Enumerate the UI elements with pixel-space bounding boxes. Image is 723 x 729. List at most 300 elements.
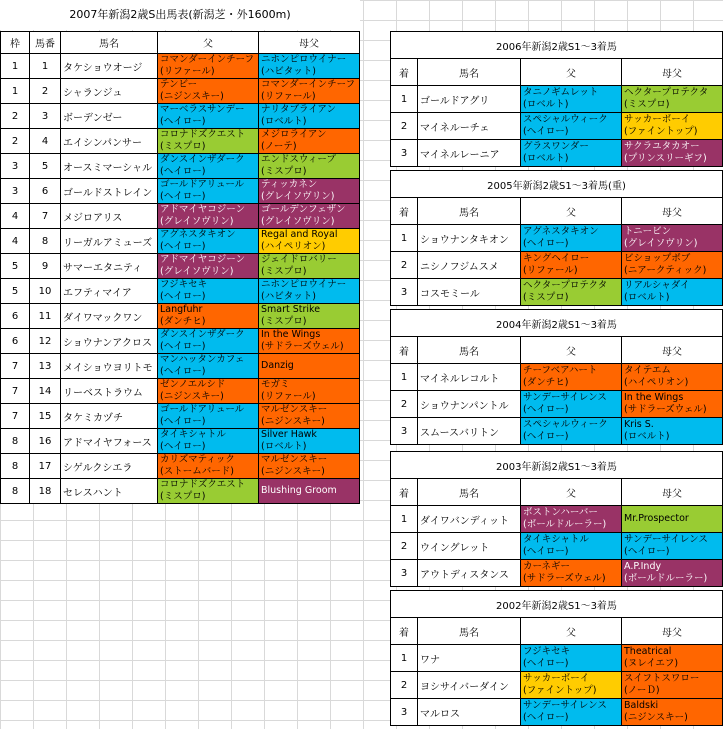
- place-cell: 1: [391, 225, 418, 252]
- dam-sire-cell: [259, 404, 360, 429]
- cell-line-2: (ミスプロ): [261, 266, 307, 277]
- past-title-row: [391, 32, 723, 59]
- past-year-title: 2005年新潟2歳S1～3着馬(重): [391, 171, 723, 198]
- past-header-row: [391, 337, 723, 364]
- header-name: 馬名: [418, 337, 521, 364]
- cell-line-1: ゴールドアリュール: [160, 404, 245, 415]
- cell-line-1: Kris S.: [624, 419, 654, 430]
- dam-sire-cell: [622, 672, 723, 699]
- dam-sire-cell: [622, 86, 723, 113]
- cell-line-1: スペシャルウィーク: [523, 419, 608, 430]
- entry-row: [1, 79, 360, 104]
- dam-sire-cell: [259, 304, 360, 329]
- waku-cell: 8: [1, 429, 30, 454]
- cell-line-1: ヘクタープロテクタ: [523, 280, 608, 291]
- cell-line-1: Theatrical: [624, 646, 672, 657]
- sire-cell: [158, 204, 259, 229]
- sire-cell: [158, 254, 259, 279]
- cell-line-1: コマンダーインチーフ: [261, 79, 356, 90]
- horse-name-cell: ヨシサイバーダイン: [418, 672, 521, 699]
- past-row: [391, 252, 723, 279]
- header-dam-sire: 母父: [622, 59, 723, 86]
- entry-row: [1, 204, 360, 229]
- cell-line-1: タイキシャトル: [160, 429, 227, 440]
- cell-line-1: マルゼンスキー: [261, 404, 328, 415]
- dam-sire-cell: [622, 391, 723, 418]
- cell-line-2: (ハビタット): [261, 291, 316, 302]
- cell-line-2: (グレイソヴリン): [261, 216, 335, 227]
- entry-row: [1, 229, 360, 254]
- cell-line-1: サッカーボーイ: [624, 114, 691, 125]
- sire-cell: [521, 672, 622, 699]
- cell-line-2: (ニジンスキー): [261, 466, 325, 477]
- place-cell: 2: [391, 533, 418, 560]
- dam-sire-cell: [622, 533, 723, 560]
- header-name: 馬名: [61, 32, 158, 54]
- past-header-row: [391, 479, 723, 506]
- dam-sire-cell: [259, 104, 360, 129]
- cell-line-2: (ボールドルーラー): [624, 573, 708, 584]
- past-row: [391, 672, 723, 699]
- sire-cell: [158, 404, 259, 429]
- waku-cell: 7: [1, 404, 30, 429]
- sire-cell: [521, 533, 622, 560]
- sire-cell: [521, 506, 622, 533]
- cell-line-2: (ヘイロー): [160, 416, 206, 427]
- horse-number-cell: 11: [30, 304, 61, 329]
- horse-name-cell: リーガルアミューズ: [61, 229, 158, 254]
- place-cell: 1: [391, 506, 418, 533]
- cell-line-1: サクラユタカオー: [624, 141, 700, 152]
- place-cell: 3: [391, 418, 418, 445]
- cell-line-2: (ヘイロー): [160, 166, 206, 177]
- horse-name-cell: ワナ: [418, 645, 521, 672]
- past-row: [391, 506, 723, 533]
- cell-line-1: スイフトスワロー: [624, 673, 700, 684]
- place-cell: 1: [391, 645, 418, 672]
- cell-line-2: (リファール): [523, 265, 578, 276]
- header-waku: 枠: [1, 32, 30, 54]
- cell-line-1: マンハッタンカフェ: [160, 354, 245, 365]
- cell-line-1: メジロライアン: [261, 129, 327, 140]
- past-title-row: [391, 171, 723, 198]
- sire-cell: [521, 391, 622, 418]
- cell-line-2: (リファール): [261, 391, 316, 402]
- dam-sire-cell: [259, 279, 360, 304]
- dam-sire-cell: [259, 354, 360, 379]
- cell-line-1: タニノギムレット: [523, 87, 599, 98]
- header-dam-sire: 母父: [622, 198, 723, 225]
- horse-name-cell: アドマイヤフォース: [61, 429, 158, 454]
- cell-line-1: Langfuhr: [160, 304, 203, 315]
- sire-cell: [521, 699, 622, 726]
- horse-name-cell: メジロアリス: [61, 204, 158, 229]
- horse-name-cell: ニシノフジムスメ: [418, 252, 521, 279]
- horse-name-cell: シゲルクシエラ: [61, 454, 158, 479]
- horse-number-cell: 8: [30, 229, 61, 254]
- cell-line-1: カリズマティック: [160, 454, 235, 465]
- horse-number-cell: 16: [30, 429, 61, 454]
- cell-line-2: (ニジンスキー): [160, 391, 224, 402]
- horse-name-cell: ボーデンゼー: [61, 104, 158, 129]
- sire-cell: [158, 379, 259, 404]
- entry-row: [1, 479, 360, 504]
- cell-line-1: キングヘイロー: [523, 253, 590, 264]
- cell-line-2: (ミスプロ): [261, 316, 307, 327]
- cell-line-1: スペシャルウィーク: [523, 114, 608, 125]
- entry-row: [1, 354, 360, 379]
- waku-cell: 5: [1, 254, 30, 279]
- cell-line-2: (サドラーズウェル): [261, 341, 344, 352]
- waku-cell: 4: [1, 204, 30, 229]
- header-place: 着: [391, 198, 418, 225]
- horse-name-cell: タケミカヅチ: [61, 404, 158, 429]
- dam-sire-cell: [259, 154, 360, 179]
- header-dam-sire: 母父: [259, 32, 360, 54]
- cell-line-2: (ヘイロー): [624, 546, 670, 557]
- cell-line-2: (ストームバード): [160, 466, 234, 477]
- header-sire: 父: [158, 32, 259, 54]
- waku-cell: 7: [1, 354, 30, 379]
- cell-line-2: (ロベルト): [624, 292, 670, 303]
- horse-number-cell: 2: [30, 79, 61, 104]
- cell-line-1: サンデーサイレンス: [523, 392, 607, 403]
- horse-number-cell: 7: [30, 204, 61, 229]
- waku-cell: 4: [1, 229, 30, 254]
- dam-sire-cell: [259, 479, 360, 504]
- cell-line-2: (ミスプロ): [261, 166, 307, 177]
- dam-sire-cell: [622, 113, 723, 140]
- dam-sire-cell: [622, 364, 723, 391]
- cell-line-1: ティッカネン: [261, 179, 318, 190]
- place-cell: 2: [391, 113, 418, 140]
- horse-name-cell: メイショウヨリトモ: [61, 354, 158, 379]
- dam-sire-cell: [622, 418, 723, 445]
- sire-cell: [521, 645, 622, 672]
- horse-number-cell: 17: [30, 454, 61, 479]
- cell-line-1: ニホンピロウイナー: [261, 54, 347, 65]
- cell-line-2: (ヘイロー): [160, 291, 206, 302]
- horse-number-cell: 18: [30, 479, 61, 504]
- cell-line-2: (ハイペリオン): [624, 377, 689, 388]
- cell-line-1: ヘクタープロテクタ: [624, 87, 709, 98]
- header-dam-sire: 母父: [622, 618, 723, 645]
- sire-cell: [158, 104, 259, 129]
- past-header-row: [391, 618, 723, 645]
- sire-cell: [521, 140, 622, 167]
- cell-line-1: リアルシャダイ: [624, 280, 690, 291]
- horse-name-cell: タケショウオージ: [61, 54, 158, 79]
- header-sire: 父: [521, 479, 622, 506]
- entry-row: [1, 254, 360, 279]
- horse-name-cell: ゴールドアグリ: [418, 86, 521, 113]
- cell-line-2: (ミスプロ): [160, 491, 206, 502]
- sire-cell: [158, 454, 259, 479]
- waku-cell: 8: [1, 454, 30, 479]
- sire-cell: [158, 429, 259, 454]
- sire-cell: [521, 364, 622, 391]
- cell-line-1: サンデーサイレンス: [624, 534, 708, 545]
- cell-line-1: ダンスインザダーク: [160, 329, 245, 340]
- horse-name-cell: ウイングレット: [418, 533, 521, 560]
- past-title-row: [391, 310, 723, 337]
- past-row: [391, 225, 723, 252]
- cell-line-1: ゼンノエルシド: [160, 379, 226, 390]
- header-sire: 父: [521, 59, 622, 86]
- cell-line-2: (ミスプロ): [160, 141, 206, 152]
- sire-cell: [521, 252, 622, 279]
- cell-line-1: ナリタブライアン: [261, 104, 337, 115]
- entry-row: [1, 129, 360, 154]
- horse-number-cell: 6: [30, 179, 61, 204]
- horse-name-cell: マイネルーチェ: [418, 113, 521, 140]
- cell-line-1: In the Wings: [624, 392, 684, 403]
- horse-name-cell: サマーエタニティ: [61, 254, 158, 279]
- header-place: 着: [391, 337, 418, 364]
- horse-name-cell: ゴールドストレイン: [61, 179, 158, 204]
- horse-name-cell: スムースバリトン: [418, 418, 521, 445]
- cell-line-2: (ヌレイエフ): [624, 658, 679, 669]
- horse-number-cell: 4: [30, 129, 61, 154]
- cell-line-2: (ヘイロー): [523, 126, 569, 137]
- cell-line-1: コマンダーインチーフ: [160, 54, 255, 65]
- place-cell: 1: [391, 364, 418, 391]
- cell-line-1: カーネギー: [523, 561, 571, 572]
- cell-line-2: (ファイントップ): [523, 685, 597, 696]
- cell-line-1: マルゼンスキー: [261, 454, 328, 465]
- cell-line-2: (ヘイロー): [523, 712, 569, 723]
- cell-line-1: ゴールドアリュール: [160, 179, 245, 190]
- cell-line-2: (ノーテ): [261, 141, 297, 152]
- cell-line-2: (ヘイロー): [160, 116, 206, 127]
- entry-row: [1, 179, 360, 204]
- place-cell: 1: [391, 86, 418, 113]
- cell-line-1: マーベラスサンデー: [160, 104, 245, 115]
- horse-name-cell: シャランジュ: [61, 79, 158, 104]
- horse-name-cell: セレスハント: [61, 479, 158, 504]
- sire-cell: [158, 229, 259, 254]
- dam-sire-cell: [259, 79, 360, 104]
- cell-line-1: Silver Hawk: [261, 429, 317, 440]
- dam-sire-cell: [259, 204, 360, 229]
- dam-sire-cell: [622, 279, 723, 306]
- sire-cell: [521, 113, 622, 140]
- cell-line-1: ゴールデンフェザン: [261, 204, 346, 215]
- header-sire: 父: [521, 618, 622, 645]
- cell-line-2: (ダンチヒ): [160, 316, 206, 327]
- past-year-table: [390, 170, 723, 306]
- past-year-title: 2006年新潟2歳S1～3着馬: [391, 32, 723, 59]
- cell-line-2: (ヘイロー): [160, 441, 206, 452]
- past-row: [391, 418, 723, 445]
- cell-line-1: アドマイヤコジーン: [160, 254, 246, 265]
- cell-line-2: (ヘイロー): [160, 191, 206, 202]
- sire-cell: [158, 479, 259, 504]
- cell-line-2: (サドラーズウェル): [523, 573, 606, 584]
- waku-cell: 8: [1, 479, 30, 504]
- cell-line-1: A.P.Indy: [624, 561, 662, 572]
- dam-sire-cell: [259, 129, 360, 154]
- header-place: 着: [391, 59, 418, 86]
- cell-line-2: (ファイントップ): [624, 126, 698, 137]
- entry-row: [1, 329, 360, 354]
- cell-line-2: (ロベルト): [523, 99, 569, 110]
- past-year-table: [390, 590, 723, 726]
- horse-number-cell: 10: [30, 279, 61, 304]
- cell-line-1: Regal and Royal: [261, 229, 338, 240]
- past-row: [391, 391, 723, 418]
- entry-row: [1, 304, 360, 329]
- cell-line-1: フジキセキ: [523, 646, 571, 657]
- sire-cell: [158, 129, 259, 154]
- horse-number-cell: 3: [30, 104, 61, 129]
- cell-line-1: Mr.Prospector: [624, 513, 689, 524]
- entry-row: [1, 429, 360, 454]
- waku-cell: 2: [1, 129, 30, 154]
- cell-line-1: タイキシャトル: [523, 534, 590, 545]
- header-place: 着: [391, 618, 418, 645]
- past-year-table: [390, 309, 723, 445]
- past-year-table: [390, 31, 723, 167]
- cell-line-2: (ロベルト): [261, 441, 307, 452]
- cell-line-2: (ロベルト): [523, 153, 569, 164]
- sire-cell: [521, 560, 622, 587]
- sire-cell: [158, 54, 259, 79]
- sire-cell: [158, 179, 259, 204]
- past-row: [391, 364, 723, 391]
- dam-sire-cell: [259, 329, 360, 354]
- past-row: [391, 699, 723, 726]
- past-row: [391, 86, 723, 113]
- entry-row: [1, 104, 360, 129]
- cell-line-1: アグネスタキオン: [160, 229, 236, 240]
- cell-line-1: トニービン: [624, 226, 672, 237]
- entry-row: [1, 54, 360, 79]
- horse-name-cell: コスモミール: [418, 279, 521, 306]
- sire-cell: [158, 154, 259, 179]
- past-row: [391, 560, 723, 587]
- sire-cell: [521, 86, 622, 113]
- dam-sire-cell: [259, 254, 360, 279]
- cell-line-1: Baldski: [624, 700, 659, 711]
- cell-line-1: ダンスインザダーク: [160, 154, 245, 165]
- sire-cell: [158, 329, 259, 354]
- cell-line-1: タイテエム: [624, 365, 671, 376]
- cell-line-1: コロナドズクエスト: [160, 479, 246, 490]
- entries-header-row: [1, 32, 360, 54]
- horse-number-cell: 15: [30, 404, 61, 429]
- cell-line-1: グラスワンダー: [523, 141, 589, 152]
- waku-cell: 3: [1, 154, 30, 179]
- cell-line-1: サッカーボーイ: [523, 673, 590, 684]
- cell-line-2: (ヘイロー): [523, 431, 569, 442]
- horse-name-cell: マイネルレーニア: [418, 140, 521, 167]
- place-cell: 3: [391, 140, 418, 167]
- cell-line-1: アドマイヤコジーン: [160, 204, 246, 215]
- place-cell: 2: [391, 252, 418, 279]
- cell-line-2: (ニジンスキー): [261, 416, 325, 427]
- cell-line-1: Blushing Groom: [261, 485, 337, 496]
- cell-line-2: (ヘイロー): [160, 241, 206, 252]
- horse-number-cell: 5: [30, 154, 61, 179]
- sire-cell: [158, 354, 259, 379]
- header-name: 馬名: [418, 618, 521, 645]
- waku-cell: 1: [1, 79, 30, 104]
- cell-line-2: (ニアークティック): [624, 265, 707, 276]
- cell-line-2: (ヘイロー): [523, 404, 569, 415]
- horse-number-cell: 9: [30, 254, 61, 279]
- cell-line-1: アグネスタキオン: [523, 226, 599, 237]
- past-year-title: 2003年新潟2歳S1～3着馬: [391, 452, 723, 479]
- waku-cell: 6: [1, 304, 30, 329]
- past-row: [391, 279, 723, 306]
- cell-line-1: エンドスウィープ: [261, 154, 336, 165]
- dam-sire-cell: [622, 225, 723, 252]
- cell-line-2: (ノーＤ): [624, 685, 660, 696]
- horse-name-cell: ダイワバンディット: [418, 506, 521, 533]
- cell-line-2: (リファール): [261, 91, 316, 102]
- dam-sire-cell: [622, 252, 723, 279]
- place-cell: 2: [391, 672, 418, 699]
- cell-line-2: (プリンスリーギフ): [624, 153, 707, 164]
- sire-cell: [158, 79, 259, 104]
- entry-row: [1, 454, 360, 479]
- cell-line-2: (ダンチヒ): [523, 377, 569, 388]
- cell-line-2: (ヘイロー): [523, 238, 569, 249]
- past-row: [391, 533, 723, 560]
- waku-cell: 5: [1, 279, 30, 304]
- cell-line-2: (ボールドルーラー): [523, 519, 607, 530]
- cell-line-1: ニホンピロウイナー: [261, 279, 347, 290]
- dam-sire-cell: [622, 645, 723, 672]
- horse-name-cell: ショウナンアクロス: [61, 329, 158, 354]
- past-row: [391, 113, 723, 140]
- waku-cell: 6: [1, 329, 30, 354]
- past-year-title: 2004年新潟2歳S1～3着馬: [391, 310, 723, 337]
- waku-cell: 7: [1, 379, 30, 404]
- past-header-row: [391, 198, 723, 225]
- cell-line-2: (サドラーズウェル): [624, 404, 707, 415]
- past-header-row: [391, 59, 723, 86]
- cell-line-2: (ハイペリオン): [261, 241, 326, 252]
- cell-line-2: (グレイソヴリン): [261, 191, 335, 202]
- cell-line-1: Danzig: [261, 360, 294, 371]
- horse-name-cell: エイシンパンサー: [61, 129, 158, 154]
- cell-line-1: サンデーサイレンス: [523, 700, 607, 711]
- entry-row: [1, 154, 360, 179]
- past-row: [391, 140, 723, 167]
- horse-name-cell: マルロス: [418, 699, 521, 726]
- header-uma: 馬番: [30, 32, 61, 54]
- dam-sire-cell: [622, 699, 723, 726]
- cell-line-2: (ニジンスキー): [160, 91, 224, 102]
- cell-line-2: (ヘイロー): [160, 341, 206, 352]
- horse-number-cell: 1: [30, 54, 61, 79]
- header-dam-sire: 母父: [622, 479, 723, 506]
- cell-line-1: コロナドズクエスト: [160, 129, 246, 140]
- cell-line-2: (ニジンスキー): [624, 712, 688, 723]
- dam-sire-cell: [259, 429, 360, 454]
- cell-line-2: (ヘイロー): [523, 546, 569, 557]
- sire-cell: [521, 225, 622, 252]
- sire-cell: [521, 279, 622, 306]
- place-cell: 3: [391, 279, 418, 306]
- sire-cell: [521, 418, 622, 445]
- entry-row: [1, 404, 360, 429]
- cell-line-1: ボストンハーバー: [523, 507, 598, 518]
- place-cell: 3: [391, 560, 418, 587]
- header-sire: 父: [521, 198, 622, 225]
